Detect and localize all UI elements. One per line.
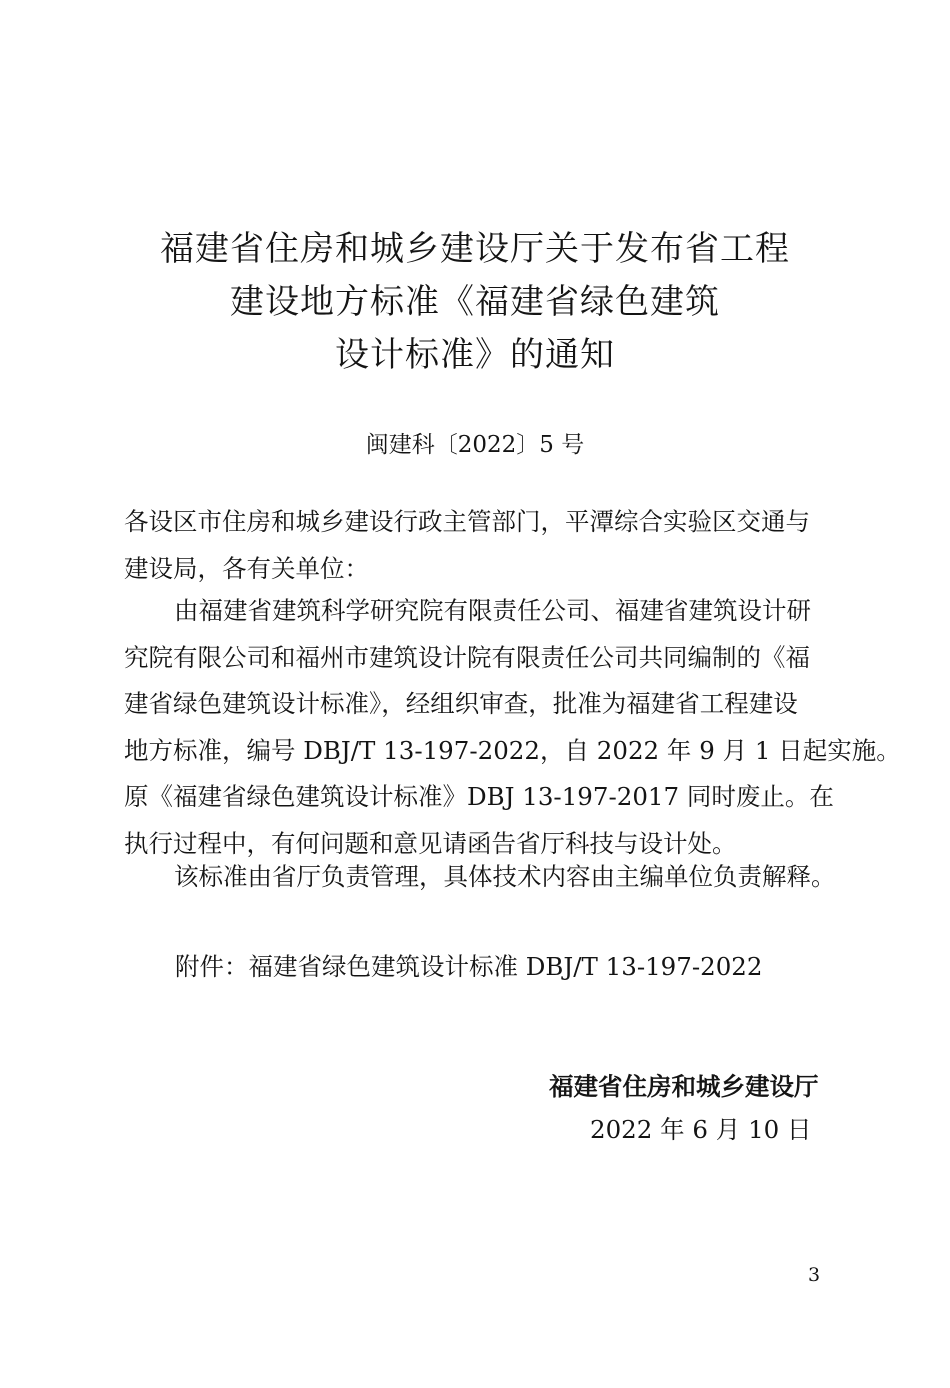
document-number: 闽建科〔2022〕5 号: [365, 432, 585, 458]
paragraph-1-line-2: 究院有限公司和福州市建筑设计院有限责任公司共同编制的《福: [124, 642, 810, 672]
paragraph-1-line-1: 由福建省建筑科学研究院有限责任公司、福建省建筑设计研: [174, 596, 811, 625]
title-line-1: 福建省住房和城乡建设厅关于发布省工程: [160, 229, 790, 269]
body-paragraph-1: [124, 588, 901, 867]
issuing-authority: 福建省住房和城乡建设厅: [549, 1072, 819, 1101]
paragraph-1-line-6: 执行过程中，有何问题和意见请函告省厅科技与设计处。: [124, 828, 737, 858]
paragraph-1-line-4: 地方标准，编号 DBJ/T 13-197-2022，自 2022 年 9 月 1 日起实施。: [124, 735, 901, 765]
salutation-line-1: 各设区市住房和城乡建设行政主管部门，平潭综合实验区交通与: [124, 507, 810, 536]
paragraph-2-line-1: 该标准由省厅负责管理，具体技术内容由主编单位负责解释。: [174, 862, 836, 891]
title-line-2: 建设地方标准《福建省绿色建筑: [230, 282, 720, 322]
issue-date: 2022 年 6 月 10 日: [590, 1115, 812, 1144]
paragraph-1-line-5: 原《福建省绿色建筑设计标准》DBJ 13-197-2017 同时废止。在: [124, 782, 834, 811]
title-line-3: 设计标准》的通知: [335, 335, 615, 375]
salutation-line-2: 建设局，各有关单位：: [124, 553, 369, 583]
attachment-note: 附件：福建省绿色建筑设计标准 DBJ/T 13-197-2022: [175, 952, 763, 981]
body-paragraph-2: [124, 854, 844, 901]
page-number: 3: [808, 1264, 821, 1286]
salutation: [124, 499, 844, 592]
paragraph-1-line-3: 建省绿色建筑设计标准》，经组织审查，批准为福建省工程建设: [124, 689, 798, 718]
